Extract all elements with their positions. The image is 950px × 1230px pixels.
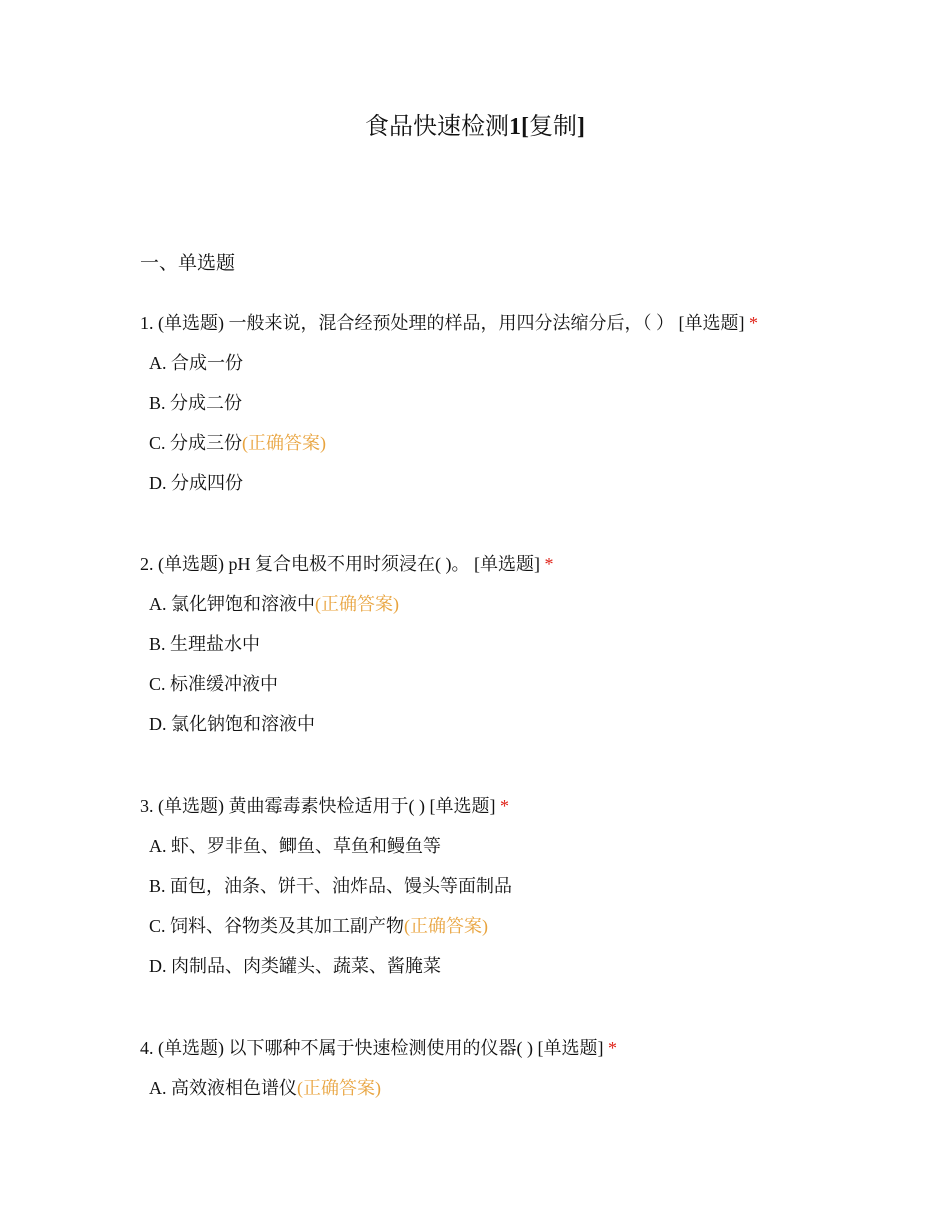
option-c <box>149 670 860 698</box>
option-a <box>149 832 860 860</box>
title-main: 食品快速检测 <box>365 114 509 140</box>
correct-answer-label: (正确答案) <box>315 594 399 614</box>
option-list <box>140 832 860 980</box>
option-a <box>149 1074 860 1102</box>
question-1 <box>140 309 860 509</box>
title-copy-tag: 复制 <box>529 114 577 140</box>
correct-answer-label: (正确答案) <box>242 433 327 453</box>
option-b <box>149 872 860 900</box>
required-mark: * <box>748 313 758 333</box>
option-text: D. 氯化钠饱和溶液中 <box>149 714 315 734</box>
option-text: C. 分成三份 <box>149 433 243 453</box>
option-list <box>140 590 860 738</box>
question-3 <box>140 792 860 992</box>
option-text: B. 分成二份 <box>149 393 243 413</box>
option-d <box>149 469 860 497</box>
question-4 <box>140 1034 860 1114</box>
option-c <box>149 429 860 457</box>
title-close-bracket: ] <box>577 114 585 140</box>
option-text: B. 面包，油条、饼干、油炸品、馒头等面制品 <box>149 876 513 896</box>
question-stem <box>140 792 860 820</box>
option-text: D. 肉制品、肉类罐头、蔬菜、酱腌菜 <box>149 956 441 976</box>
option-list <box>140 349 860 497</box>
question-stem <box>140 1034 860 1062</box>
question-text: 3. (单选题) 黄曲霉毒素快检适用于( ) [单选题] <box>140 796 496 816</box>
question-stem <box>140 309 860 337</box>
option-text: A. 虾、罗非鱼、鲫鱼、草鱼和鳗鱼等 <box>149 836 441 856</box>
required-mark: * <box>499 796 509 816</box>
page-title <box>0 110 950 144</box>
option-text: C. 标准缓冲液中 <box>149 674 279 694</box>
option-text: D. 分成四份 <box>149 473 243 493</box>
option-a <box>149 590 860 618</box>
option-a <box>149 349 860 377</box>
option-text: C. 饲料、谷物类及其加工副产物 <box>149 916 405 936</box>
option-list <box>140 1074 860 1102</box>
option-text: A. 合成一份 <box>149 353 243 373</box>
title-number: 1[ <box>509 114 529 140</box>
option-b <box>149 630 860 658</box>
option-c <box>149 912 860 940</box>
required-mark: * <box>544 554 554 574</box>
option-d <box>149 952 860 980</box>
correct-answer-label: (正确答案) <box>404 916 489 936</box>
question-text: 1. (单选题) 一般来说，混合经预处理的样品，用四分法缩分后，（ ） [单选题] <box>140 313 745 333</box>
option-b <box>149 389 860 417</box>
option-d <box>149 710 860 738</box>
option-text: A. 氯化钾饱和溶液中 <box>149 594 315 614</box>
required-mark: * <box>607 1038 617 1058</box>
section-heading: 一、单选题 <box>140 253 236 274</box>
option-text: B. 生理盐水中 <box>149 634 261 654</box>
question-text: 2. (单选题) pH 复合电极不用时须浸在( )。 [单选题] <box>140 554 540 574</box>
question-stem <box>140 550 860 578</box>
correct-answer-label: (正确答案) <box>297 1078 381 1098</box>
option-text: A. 高效液相色谱仪 <box>149 1078 297 1098</box>
question-2 <box>140 550 860 750</box>
question-text: 4. (单选题) 以下哪种不属于快速检测使用的仪器( ) [单选题] <box>140 1038 604 1058</box>
